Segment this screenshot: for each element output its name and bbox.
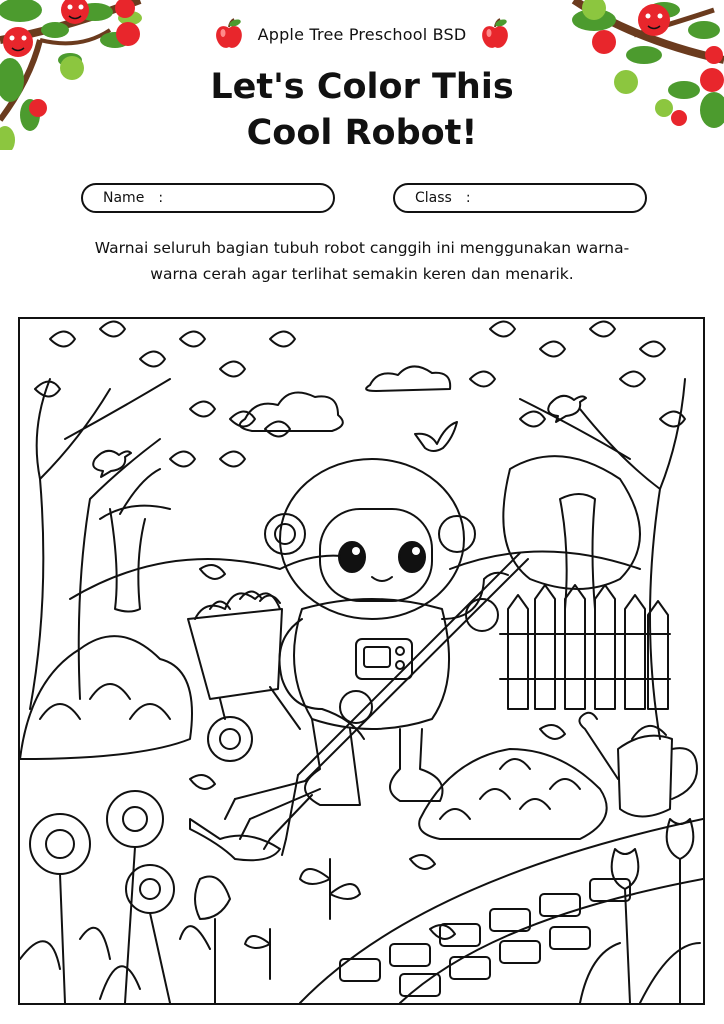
robot-head bbox=[280, 459, 464, 619]
instruction-line-1: Warnai seluruh bagian tubuh robot canggih ini menggunakan warna- bbox=[94, 239, 630, 257]
trowel bbox=[190, 819, 280, 860]
stone-path bbox=[300, 819, 703, 1003]
class-field[interactable] bbox=[393, 183, 647, 213]
robot bbox=[265, 459, 508, 805]
tulip bbox=[667, 819, 694, 1003]
class-label: Class bbox=[415, 190, 452, 206]
instruction-line-2: warna cerah agar terlihat semakin keren dan menarik. bbox=[150, 265, 574, 283]
bird-flying bbox=[415, 422, 457, 451]
wheelbarrow bbox=[188, 592, 300, 762]
name-field[interactable] bbox=[81, 183, 335, 213]
title-line-1: Let's Color This bbox=[210, 67, 514, 107]
coloring-illustration-frame bbox=[18, 317, 705, 1005]
class-separator: : bbox=[465, 190, 471, 206]
apple-icon bbox=[214, 18, 244, 50]
apple-icon bbox=[480, 18, 510, 50]
bird-right bbox=[548, 396, 586, 422]
name-label: Name bbox=[103, 190, 145, 206]
cloud bbox=[366, 366, 450, 391]
leaf-cluster-left bbox=[35, 322, 295, 467]
instruction-text bbox=[50, 235, 674, 287]
leaf-pile bbox=[419, 749, 607, 839]
robot-leg-right bbox=[390, 729, 443, 801]
robot-eye-right bbox=[399, 542, 425, 572]
cloud bbox=[240, 393, 343, 432]
fence bbox=[500, 585, 670, 709]
title-line-2: Cool Robot! bbox=[246, 113, 478, 153]
school-header bbox=[0, 18, 724, 50]
robot-eye-left bbox=[339, 542, 365, 572]
tulip bbox=[612, 849, 639, 1003]
robot-illustration bbox=[20, 319, 703, 1003]
bird-left bbox=[93, 451, 131, 477]
bush-left bbox=[20, 636, 192, 759]
school-name: Apple Tree Preschool BSD bbox=[257, 24, 467, 44]
page-title bbox=[0, 64, 724, 156]
tree-trunk-left bbox=[30, 379, 170, 709]
name-separator: : bbox=[158, 190, 164, 206]
flowers bbox=[20, 791, 230, 1003]
watering-can bbox=[579, 713, 697, 817]
